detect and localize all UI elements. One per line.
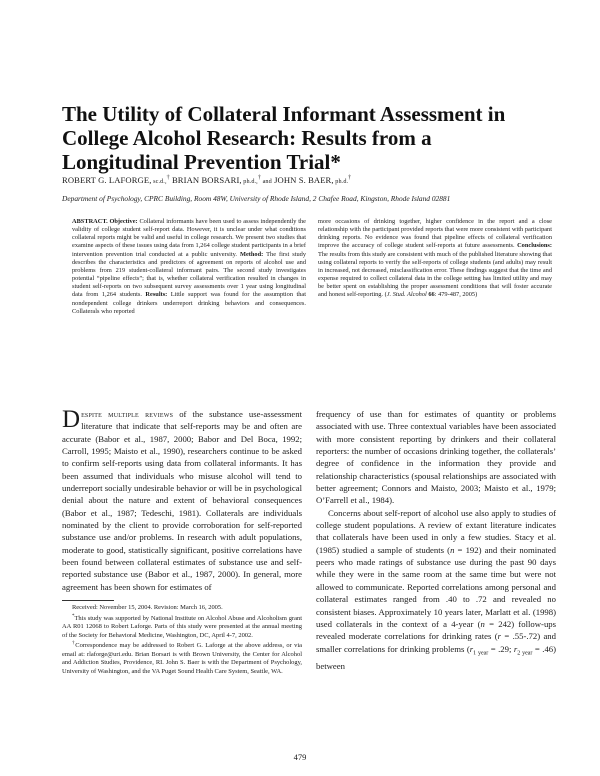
footnote-text: Correspondence may be addressed to Robert G. Laforge at the above address, or via email at: rlaforge@uri.edu. Brian Borsari is with Brown University, the Center for Alcohol and Addiction Studies, Providence, RI. John S. Baer is with the Department of Psychology, University of Washington, and the VA Puget Sound Health Care System, Seattle, WA.: [62, 642, 302, 675]
footnote-funding: [62, 615, 302, 641]
author-2-degree: ph.d.,: [241, 178, 258, 185]
lead-in-caps: espite multiple reviews: [81, 409, 174, 419]
article-title: The Utility of Collateral Informant Assessment in College Alcohol Research: Results from a Longitudinal Prevention Trial*: [62, 102, 506, 175]
footnote-received: Received: November 15, 2004. Revision: March 16, 2005.: [72, 604, 223, 611]
footnote-mark: *: [72, 613, 75, 619]
abstract-continued-text: more occasions of drinking together, higher confidence in the report and a close relationship with the participant provided reports that were more consistent with participant drinking reports. No evidence was found that pipeline effects of collateral verification improve the accuracy of college student self-reports at future assessments.: [318, 218, 552, 250]
author-line: [62, 175, 542, 187]
method-text: The first study describes the characteristics and predictors of agreement on reports of alcohol use and problems from 219 student-collateral informant pairs. The second study investigates potential “pipeline effects”; that is, whether collateral verification resulted in changes in student self-reports on two subsequent survey assessments over 1 year using longitudinal data from 1,264 students.: [72, 250, 307, 299]
body-paragraph: [62, 408, 302, 593]
author-1-degree: sc.d.,: [151, 178, 167, 185]
objective-text: Collateral informants have been used to assess independently the validity of college student self-report data. However, it is unclear under what conditions collateral reports might be valid and useful in college research. We present two studies that examine aspects of these issues using data from 1,264 college student participants in a brief intervention prevention trial conducted at a public university.: [72, 218, 306, 258]
body-paragraph: frequency of use than for estimates of quantity or problems associated with use. Three contextual variables have been associated with more consistent reporting by drinkers and their collateral reporters: the number of occasions drinking together, the collaterals’ degree of confidence in the information they provide and relationship characteristics (spousal relationships are associated with better agreement; Connors and Maisto, 2003; Maisto et al., 1979; O’Farrell et al., 1984).: [316, 409, 556, 506]
author-1-name: ROBERT G. LAFORGE,: [62, 175, 152, 185]
method-label: Method:: [236, 250, 264, 258]
page-number: 479: [293, 752, 307, 762]
paragraph-text: = 192) and their nominated peers who made ratings of substance use during the past 90 days while they were in the same room at the same time but were not allowed to communicate. Reported correlations among personal and collateral estimates ranged from .40 to .72 and revealed no consistent biases. Approximately 10 years later, Marlatt et al. (1998) used collaterals in the context of a 4-year (: [316, 544, 556, 629]
body-paragraph: [316, 507, 556, 672]
italic-n: n: [450, 544, 455, 555]
results-text: Little support was found for the assumption that nondependent college drinkers underreport drinking behaviors and consequences. Collaterals who reported: [72, 291, 307, 315]
conclusions-label: Conclusions:: [514, 242, 552, 250]
abstract-right-column: [318, 218, 552, 300]
body-right-column: [316, 408, 556, 672]
italic-r: r: [513, 643, 518, 654]
body-left-column: [62, 408, 302, 593]
subscript: 2 year: [517, 650, 533, 657]
footnotes: [62, 604, 302, 678]
author-and: and: [260, 178, 272, 185]
author-1-mark: †: [166, 175, 170, 182]
paragraph-text: of the substance use-assessment literature that indicate that self-reports may be and often are accurate (Babor et al., 1987, 2000; Babor and Del Boca, 1992; Carroll, 1995; Maisto et al., 1990), researchers continue to be asked to confirm self-reports using data from collateral informants. It has been assumed that individuals who misuse alcohol will tend to underreport socially undesirable behavior or will be in psychological denial about the nature and extent of behavioral consequences (Babor et al., 1987; Tedeschi, 1981). Collaterals are individuals nominated by the client to provide corroboration for self-reported substance use and/or problems. In research with adult populations, moderate to good, statistically significant, positive correlations have been found between collateral estimates of substance use and self-reported substance use (Babor et al., 1987, 2000). In general, more agreement has been shown for estimates of: [62, 409, 302, 592]
italic-r: r: [469, 643, 474, 654]
footnote-rule: [62, 600, 114, 601]
paragraph-text: = .55-.72) and smaller correlations for drinking problems (: [316, 631, 556, 654]
author-3-degree: ph.d.: [333, 178, 349, 185]
author-3-name: JOHN S. BAER,: [271, 175, 334, 185]
author-2-name: BRIAN BORSARI,: [169, 175, 242, 185]
drop-cap: D: [62, 406, 81, 433]
italic-n: n: [480, 618, 485, 629]
italic-r: r: [497, 631, 502, 642]
paragraph-text: = .46) between: [316, 643, 557, 671]
conclusions-text: The results from this study are consistent with much of the published literature showing that using collateral reports to verify the self-reports of college students (and adults) may result in increased, not decreased, misclassification error. These findings suggest that the time and expense required to collect collateral data in the college setting has limited utility and may be better spent on establishing the proper assessment conditions that will foster accurate and honest self-reporting. (: [318, 250, 552, 299]
paragraph-text: = 242) follow-ups revealed moderate correlations for drinking rates (: [316, 618, 557, 642]
paragraph-text: Concerns about self-report of alcohol use also apply to studies of college student populations. A review of extant literature indicates that collaterals have been used in only a few studies. Stacy et al. (1985) studied a sample of students (: [316, 507, 556, 555]
abstract-label: ABSTRACT.: [72, 218, 108, 225]
objective-label: Objective:: [109, 218, 138, 225]
author-3-mark: †: [348, 175, 352, 182]
subscript: 1 year: [473, 650, 489, 657]
footnote-text: This study was supported by National Institute on Alcohol Abuse and Alcoholism grant AA R01 12068 to Robert Laforge. Parts of this study were presented at the annual meeting of the Society for Behavioral Medicine, Washington, DC, April 4-7, 2002.: [62, 614, 302, 639]
abstract-left-column: [72, 218, 306, 316]
author-2-mark: †: [257, 175, 261, 182]
author-affiliation: Department of Psychology, CPRC Building, Room 48W, University of Rhode Island, 2 Chafee Road, Kingston, Rhode Island 02881: [62, 194, 451, 203]
citation-volume: 66: [426, 291, 435, 299]
results-label: Results:: [141, 291, 168, 299]
footnote-correspondence: [62, 642, 302, 676]
citation-rest: : 479-487, 2005): [434, 291, 478, 299]
paragraph-text: = .29;: [488, 643, 514, 654]
footnote-mark: †: [72, 641, 76, 647]
citation-journal: J. Stud. Alcohol: [386, 291, 427, 299]
